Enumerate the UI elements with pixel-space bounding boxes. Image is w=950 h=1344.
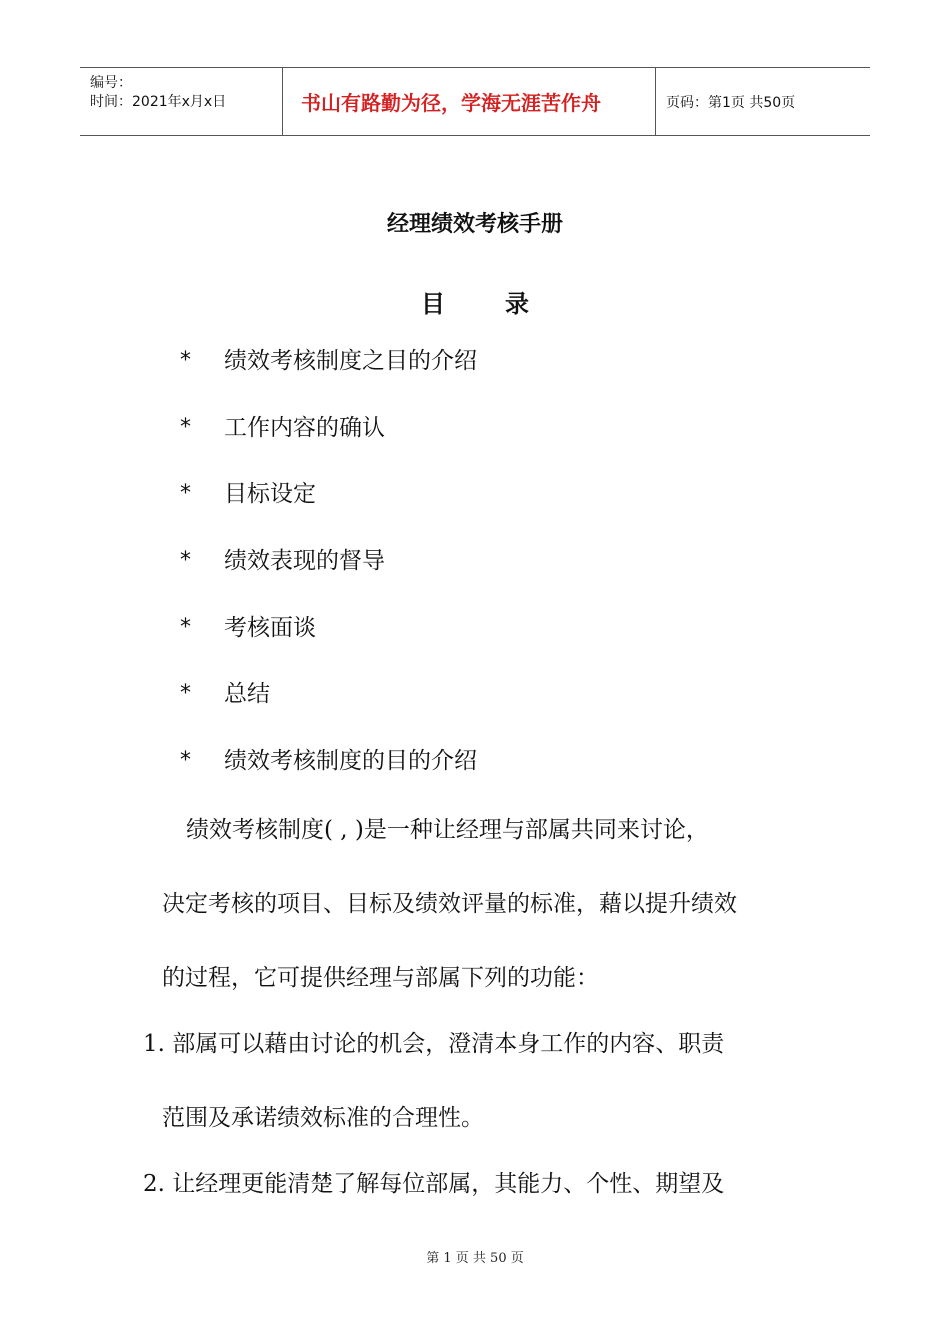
header-table (80, 67, 870, 136)
toc-title-part1: 目 (421, 290, 445, 318)
toc-item-label: 考核面谈 (224, 614, 316, 641)
body-list-line: 1. 部属可以藉由讨论的机会，澄清本身工作的内容、职责 (143, 1031, 725, 1057)
toc-item-label: 绩效考核制度的目的介绍 (224, 748, 477, 775)
body-paragraph-line: 绩效考核制度( , )是一种让经理与部属共同来讨论， (186, 817, 709, 843)
document-title: 经理绩效考核手册 (386, 212, 563, 237)
toc-item (180, 676, 477, 743)
toc-item-label: 目标设定 (224, 481, 316, 508)
body-list-line: 范围及承诺绩效标准的合理性。 (162, 1105, 484, 1131)
toc-bullet: * (180, 414, 191, 440)
toc-title-part2: 录 (505, 290, 529, 318)
toc-list (180, 343, 477, 810)
toc-item-label: 绩效考核制度之目的介绍 (224, 348, 477, 374)
toc-bullet: * (180, 348, 191, 373)
body-paragraph-line: 的过程，它可提供经理与部属下列的功能： (162, 965, 599, 991)
toc-item (180, 543, 477, 610)
toc-bullet: * (180, 748, 191, 774)
header-page-cell (656, 68, 870, 135)
header-meta-cell (80, 68, 283, 135)
page-footer: 第 1 页 共 50 页 (426, 1251, 524, 1266)
header-motto-cell (283, 68, 656, 135)
toc-item (180, 343, 477, 410)
toc-bullet: * (180, 548, 191, 574)
toc-item-label: 绩效表现的督导 (224, 548, 385, 575)
document-time-label: 时间：2021年x月x日 (90, 94, 227, 110)
toc-bullet: * (180, 481, 191, 507)
toc-item (180, 476, 477, 543)
toc-item (180, 410, 477, 477)
toc-item-label: 总结 (224, 681, 270, 708)
document-number-label: 编号： (90, 75, 132, 91)
toc-bullet: * (180, 614, 191, 640)
header-motto: 书山有路勤为径，学海无涯苦作舟 (301, 91, 601, 115)
body-list-line: 2. 让经理更能清楚了解每位部属，其能力、个性、期望及 (143, 1171, 725, 1197)
toc-item (180, 743, 477, 810)
header-page-info: 页码：第1页 共50页 (666, 94, 796, 111)
toc-item-label: 工作内容的确认 (224, 414, 385, 441)
toc-bullet: * (180, 681, 191, 707)
body-paragraph-line: 决定考核的项目、目标及绩效评量的标准，藉以提升绩效 (162, 891, 737, 917)
toc-item (180, 610, 477, 677)
toc-title (0, 284, 950, 319)
